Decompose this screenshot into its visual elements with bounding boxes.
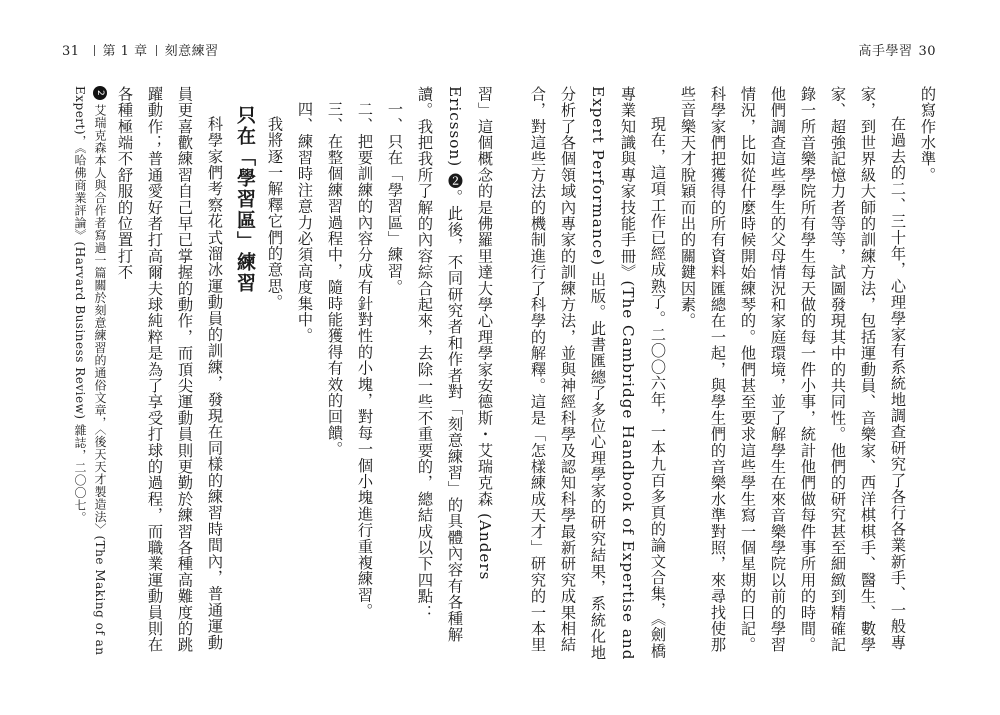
running-header-left <box>56 40 219 59</box>
right-page-number: 30 <box>918 44 936 59</box>
paragraph: 的寫作水準。 <box>919 86 937 184</box>
left-page-number: 31 <box>62 44 80 59</box>
right-page-body <box>523 86 943 666</box>
paragraph: 我將逐一解釋它們的意思。 <box>266 116 284 311</box>
footnote-text: 艾瑞克森本人與合作者寫過一篇關於刻意練習的通俗文章，〈後天天才製造法〉(The Making of an Expert)，《哈佛商業評論》(Harvard Business Review) 雜誌，二〇〇七。 <box>73 86 107 656</box>
chapter-title: 刻意練習 <box>164 44 219 59</box>
chapter-number: 第 1 章 <box>102 44 148 59</box>
paragraph: 在過去的二、三十年，心理學家有系統地調查研究了各行各業新手、一般專家，到世界級大師的訓練方法，包括運動員、音樂家、西洋棋棋手、醫生、數學家、超強記憶力者等等，試圖發現其中的共同性。他們的研究甚至細緻到精確記錄一所音樂學院所有學生每天做的每一件小事，統計他們做每件事所用的時間。他們調查這些學生的父母情況和家庭環境，並了解學生在來音樂學院以前的學習情況，比如從什麼時候開始練琴的。他們甚至要求這些學生寫一個星期的日記。科學家們把獲得的所有資料匯總在一起，與學生們的音樂水準對照，來尋找使那些音樂天才脫穎而出的關鍵因素。 <box>679 86 907 653</box>
list-item: 二、把要訓練的內容分成有針對性的小塊，對每一個小塊進行重複練習。 <box>356 101 374 620</box>
paragraph: 習」這個概念的是佛羅里達大學心理學家安德斯・艾瑞克森 (Anders Ericsson) ❷。此後，不同研究者和作者對「刻意練習」的具體內容有各種解讀。我把我所了解的內容綜合起來，去除一些不重要的，總結成以下四點： <box>416 86 494 643</box>
paragraph: 科學家們考察花式溜冰運動員的訓練，發現在同樣的練習時間內，普通運動員更喜歡練習自己早已掌握的動作，而頂尖運動員則更勤於練習各種高難度的跳躍動作；普通愛好者打高爾夫球純粹是為了享受打球的過程，而職業運動員則在各種極端不舒服的位置打不 <box>116 86 224 653</box>
section-heading: 只在「學習區」練習 <box>234 105 256 294</box>
list-item: 四、練習時注意力必須高度集中。 <box>296 101 314 345</box>
book-title: 高手學習 <box>858 44 913 59</box>
header-divider <box>156 45 157 56</box>
list-item: 三、在整個練習過程中，隨時能獲得有效的回饋。 <box>326 101 344 458</box>
list-item: 一、只在「學習區」練習。 <box>386 101 404 296</box>
footnote-number-icon: 2 <box>93 86 107 100</box>
footnote <box>70 86 110 666</box>
left-page-body <box>56 86 500 666</box>
paragraph: 現在，這項工作已經成熟了。二〇〇六年，一本九百多頁的論文合集，《劍橋專業知識與專家技能手冊》(The Cambridge Handbook of Expertise and Expert Performance) 出版。此書匯總了多位心理學家的研究結果，系統化地分析了各個領域內專家的訓練方法，並與神經科學及認知科學最新研究成果相結合，對這些方法的機制進行了科學的解釋。這是「怎樣練成天才」研究的一本里 <box>529 86 667 661</box>
header-divider <box>94 45 95 56</box>
running-header-right <box>858 40 942 59</box>
